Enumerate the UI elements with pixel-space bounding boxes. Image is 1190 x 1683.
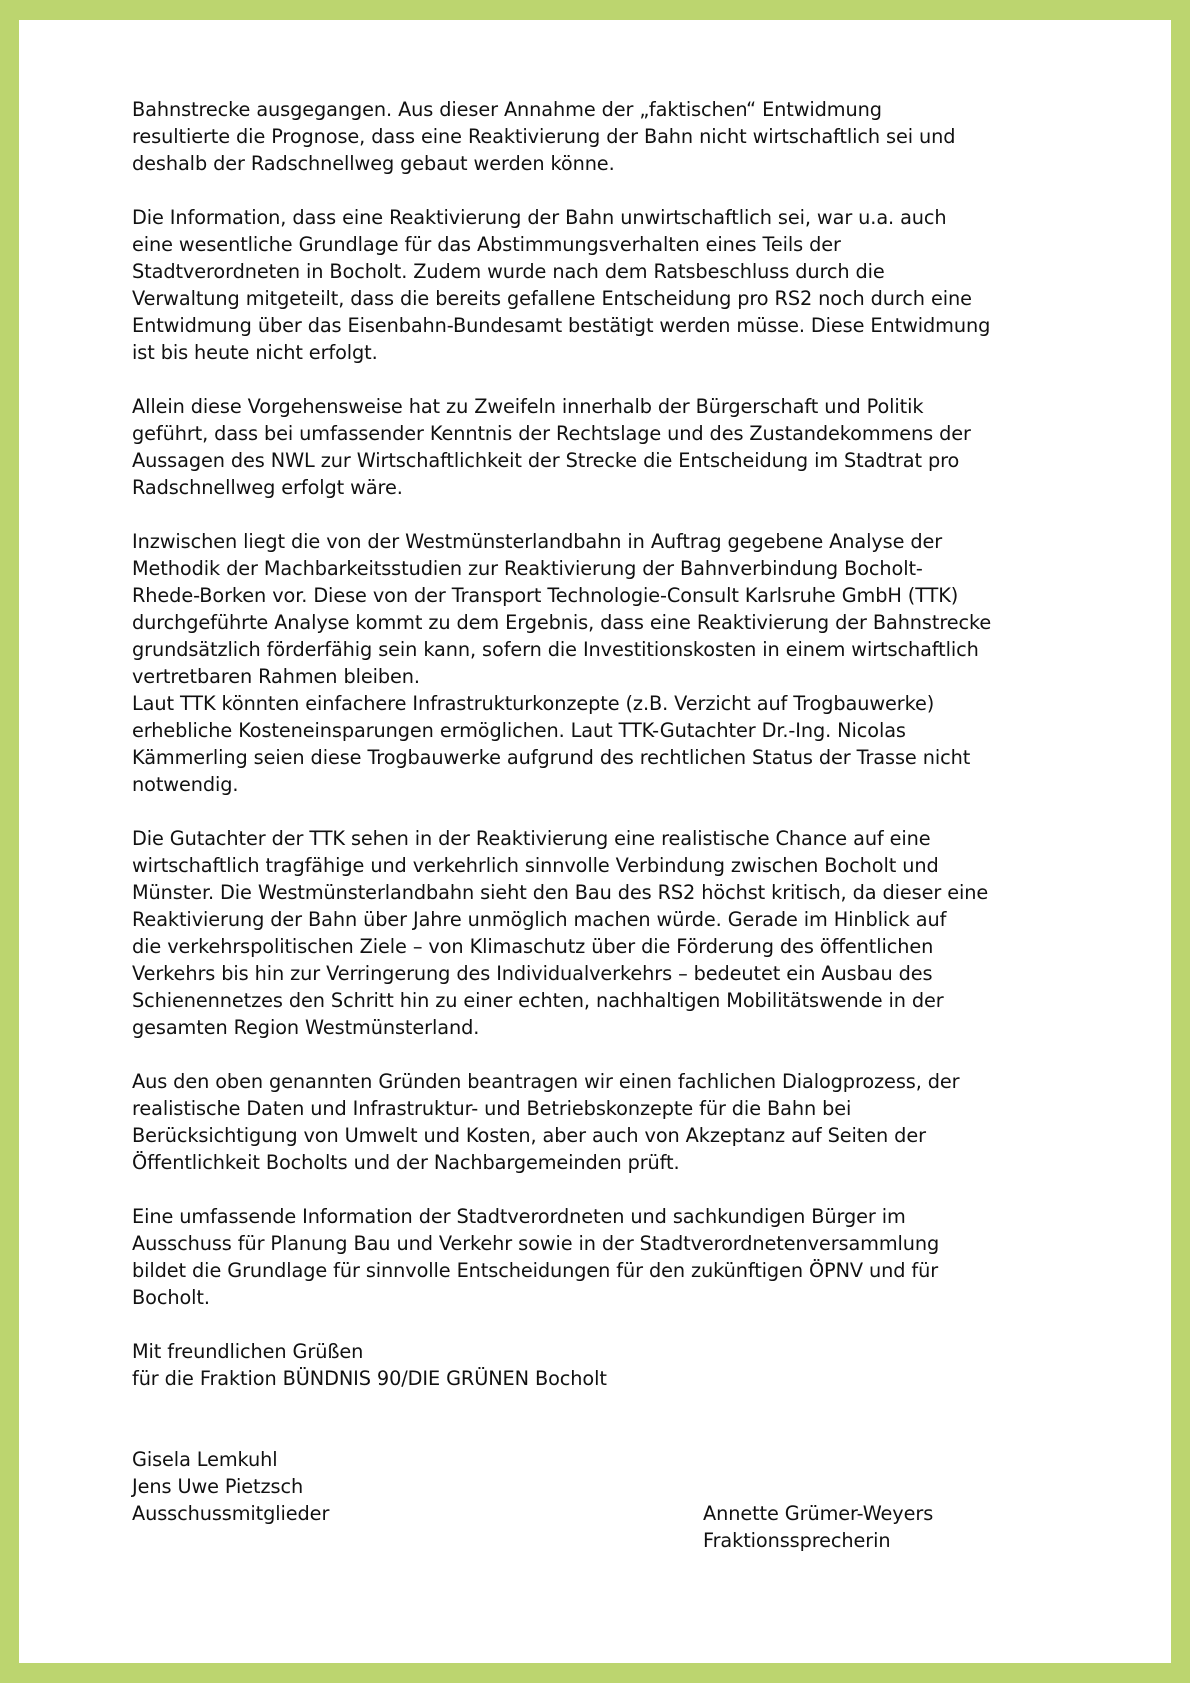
text-line: Entwidmung über das Eisenbahn-Bundesamt bestätigt werden müsse. Diese Entwidmung bbox=[132, 314, 991, 337]
text-line: Bahnstrecke ausgegangen. Aus dieser Annahme der „faktischen“ Entwidmung bbox=[132, 98, 882, 121]
paragraph-antrag bbox=[132, 1068, 1092, 1176]
paragraph-information-ausschuss bbox=[132, 1203, 1092, 1311]
text-line: deshalb der Radschnellweg gebaut werden könne. bbox=[132, 152, 615, 175]
closing-party: für die Fraktion BÜNDNIS 90/DIE GRÜNEN Bocholt bbox=[132, 1367, 607, 1390]
signer-name: Gisela Lemkuhl bbox=[132, 1448, 278, 1471]
text-line: Verwaltung mitgeteilt, dass die bereits gefallene Entscheidung pro RS2 noch durch eine bbox=[132, 287, 972, 310]
text-line: Aus den oben genannten Gründen beantragen wir einen fachlichen Dialogprozess, der bbox=[132, 1070, 960, 1093]
signer-name: Jens Uwe Pietzsch bbox=[132, 1475, 304, 1498]
text-line: wirtschaftlich tragfähige und verkehrlich sinnvolle Verbindung zwischen Bocholt und bbox=[132, 854, 939, 877]
text-line: Verkehrs bis hin zur Verringerung des Individualverkehrs – bedeutet ein Ausbau des bbox=[132, 962, 933, 985]
letter-body bbox=[132, 96, 1092, 1554]
text-line: Schienennetzes den Schritt hin zu einer echten, nachhaltigen Mobilitätswende in der bbox=[132, 989, 944, 1012]
paragraph-ttk-analyse bbox=[132, 528, 1092, 798]
text-line: Kämmerling seien diese Trogbauwerke aufgrund des rechtlichen Status der Trasse nicht bbox=[132, 746, 971, 769]
text-line: durchgeführte Analyse kommt zu dem Ergebnis, dass eine Reaktivierung der Bahnstrecke bbox=[132, 611, 992, 634]
text-line: ist bis heute nicht erfolgt. bbox=[132, 341, 378, 364]
paragraph-zweifel bbox=[132, 393, 1092, 501]
closing-greeting: Mit freundlichen Grüßen bbox=[132, 1340, 364, 1363]
text-line: Eine umfassende Information der Stadtverordneten und sachkundigen Bürger im bbox=[132, 1205, 906, 1228]
text-line: Aussagen des NWL zur Wirtschaftlichkeit der Strecke die Entscheidung im Stadtrat pro bbox=[132, 449, 960, 472]
text-line: Ausschuss für Planung Bau und Verkehr sowie in der Stadtverordnetenversammlung bbox=[132, 1232, 940, 1255]
text-line: Methodik der Machbarkeitsstudien zur Reaktivierung der Bahnverbindung Bocholt- bbox=[132, 557, 923, 580]
text-line: bildet die Grundlage für sinnvolle Entscheidungen für den zukünftigen ÖPNV und für bbox=[132, 1259, 939, 1282]
text-line: Radschnellweg erfolgt wäre. bbox=[132, 476, 403, 499]
text-line: erhebliche Kosteneinsparungen ermöglichen. Laut TTK-Gutachter Dr.-Ing. Nicolas bbox=[132, 719, 906, 742]
text-line: Reaktivierung der Bahn über Jahre unmöglich machen würde. Gerade im Hinblick auf bbox=[132, 908, 947, 931]
paragraph-gutachter bbox=[132, 825, 1092, 1041]
text-line: Allein diese Vorgehensweise hat zu Zweifeln innerhalb der Bürgerschaft und Politik bbox=[132, 395, 924, 418]
text-line: Die Gutachter der TTK sehen in der Reaktivierung eine realistische Chance auf eine bbox=[132, 827, 931, 850]
text-line: geführt, dass bei umfassender Kenntnis der Rechtslage und des Zustandekommens der bbox=[132, 422, 971, 445]
text-line: vertretbaren Rahmen bleiben. bbox=[132, 665, 420, 688]
signer-name: Annette Grümer-Weyers bbox=[703, 1502, 934, 1525]
signature-block bbox=[132, 1446, 1092, 1554]
closing-block bbox=[132, 1338, 1092, 1392]
text-line: gesamten Region Westmünsterland. bbox=[132, 1016, 480, 1039]
text-line: die verkehrspolitischen Ziele – von Klimaschutz über die Förderung des öffentlichen bbox=[132, 935, 934, 958]
text-line: Laut TTK könnten einfachere Infrastrukturkonzepte (z.B. Verzicht auf Trogbauwerke) bbox=[132, 692, 935, 715]
text-line: eine wesentliche Grundlage für das Abstimmungsverhalten eines Teils der bbox=[132, 233, 841, 256]
text-line: Die Information, dass eine Reaktivierung der Bahn unwirtschaftlich sei, war u.a. auch bbox=[132, 206, 947, 229]
text-line: Inzwischen liegt die von der Westmünsterlandbahn in Auftrag gegebene Analyse der bbox=[132, 530, 943, 553]
text-line: Münster. Die Westmünsterlandbahn sieht den Bau des RS2 höchst kritisch, da dieser eine bbox=[132, 881, 989, 904]
text-line: grundsätzlich förderfähig sein kann, sofern die Investitionskosten in einem wirtschaftlich bbox=[132, 638, 979, 661]
text-line: Stadtverordneten in Bocholt. Zudem wurde nach dem Ratsbeschluss durch die bbox=[132, 260, 885, 283]
signer-role: Ausschussmitglieder bbox=[132, 1502, 330, 1525]
signer-role: Fraktionssprecherin bbox=[703, 1529, 891, 1552]
signature-right bbox=[703, 1500, 933, 1554]
text-line: Rhede-Borken vor. Diese von der Transport Technologie-Consult Karlsruhe GmbH (TTK) bbox=[132, 584, 959, 607]
text-line: realistische Daten und Infrastruktur- und Betriebskonzepte für die Bahn bei bbox=[132, 1097, 852, 1120]
text-line: notwendig. bbox=[132, 773, 239, 796]
signature-left bbox=[132, 1446, 329, 1527]
text-line: resultierte die Prognose, dass eine Reaktivierung der Bahn nicht wirtschaftlich sei und bbox=[132, 125, 956, 148]
text-line: Berücksichtigung von Umwelt und Kosten, aber auch von Akzeptanz auf Seiten der bbox=[132, 1124, 926, 1147]
text-line: Bocholt. bbox=[132, 1286, 210, 1309]
paragraph-information bbox=[132, 204, 1092, 366]
text-line: Öffentlichkeit Bocholts und der Nachbargemeinden prüft. bbox=[132, 1151, 680, 1174]
paragraph-entwidmung-prognose bbox=[132, 96, 1092, 177]
